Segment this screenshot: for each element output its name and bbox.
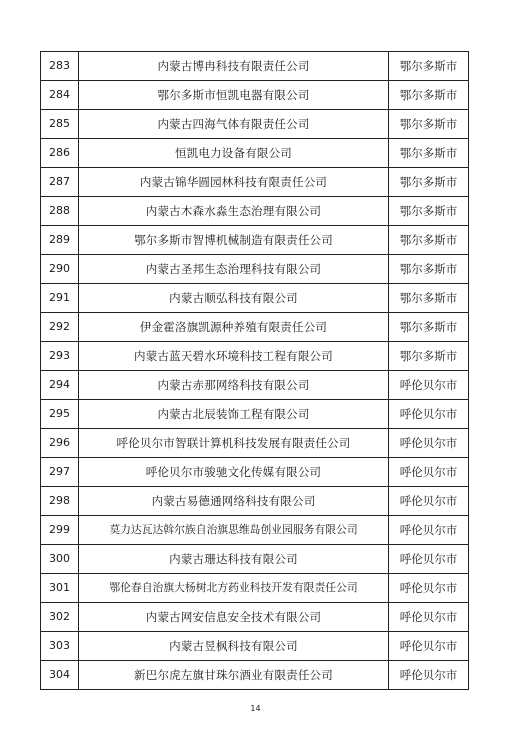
city-name: 鄂尔多斯市 bbox=[389, 139, 469, 168]
row-number: 296 bbox=[41, 429, 79, 458]
city-name: 鄂尔多斯市 bbox=[389, 168, 469, 197]
table-row bbox=[41, 255, 469, 284]
city-name: 鄂尔多斯市 bbox=[389, 81, 469, 110]
row-number: 302 bbox=[41, 603, 79, 632]
table-row bbox=[41, 81, 469, 110]
company-name: 内蒙古博冉科技有限责任公司 bbox=[79, 52, 389, 81]
row-number: 297 bbox=[41, 458, 79, 487]
row-number: 300 bbox=[41, 545, 79, 574]
row-number: 303 bbox=[41, 632, 79, 661]
company-name: 内蒙古北辰装饰工程有限公司 bbox=[79, 400, 389, 429]
row-number: 298 bbox=[41, 487, 79, 516]
company-name: 内蒙古昱枫科技有限公司 bbox=[79, 632, 389, 661]
city-name: 鄂尔多斯市 bbox=[389, 284, 469, 313]
company-name: 莫力达瓦达斡尔族自治旗思维岛创业园服务有限公司 bbox=[79, 516, 389, 545]
city-name: 鄂尔多斯市 bbox=[389, 342, 469, 371]
city-name: 鄂尔多斯市 bbox=[389, 110, 469, 139]
company-name: 鄂尔多斯市恒凯电器有限公司 bbox=[79, 81, 389, 110]
city-name: 呼伦贝尔市 bbox=[389, 545, 469, 574]
table-row bbox=[41, 284, 469, 313]
city-name: 呼伦贝尔市 bbox=[389, 603, 469, 632]
table-row bbox=[41, 197, 469, 226]
table-row bbox=[41, 516, 469, 545]
table-row bbox=[41, 226, 469, 255]
company-list-body bbox=[41, 52, 469, 690]
company-name: 伊金霍洛旗凯源种养殖有限责任公司 bbox=[79, 313, 389, 342]
table-row bbox=[41, 603, 469, 632]
company-name: 鄂尔多斯市智博机械制造有限责任公司 bbox=[79, 226, 389, 255]
row-number: 290 bbox=[41, 255, 79, 284]
row-number: 286 bbox=[41, 139, 79, 168]
table-row bbox=[41, 487, 469, 516]
table-row bbox=[41, 371, 469, 400]
city-name: 呼伦贝尔市 bbox=[389, 574, 469, 603]
company-name: 恒凯电力设备有限公司 bbox=[79, 139, 389, 168]
table-row bbox=[41, 632, 469, 661]
table-row bbox=[41, 545, 469, 574]
company-name: 呼伦贝尔市智联计算机科技发展有限责任公司 bbox=[79, 429, 389, 458]
city-name: 鄂尔多斯市 bbox=[389, 313, 469, 342]
company-name: 新巴尔虎左旗甘珠尔酒业有限责任公司 bbox=[79, 661, 389, 690]
company-name: 内蒙古赤那网络科技有限公司 bbox=[79, 371, 389, 400]
row-number: 304 bbox=[41, 661, 79, 690]
company-name: 内蒙古四海气体有限责任公司 bbox=[79, 110, 389, 139]
table-row bbox=[41, 110, 469, 139]
company-name: 内蒙古顺弘科技有限公司 bbox=[79, 284, 389, 313]
company-name: 内蒙古圣邦生态治理科技有限公司 bbox=[79, 255, 389, 284]
city-name: 呼伦贝尔市 bbox=[389, 458, 469, 487]
company-name: 内蒙古网安信息安全技术有限公司 bbox=[79, 603, 389, 632]
row-number: 293 bbox=[41, 342, 79, 371]
page-number: 14 bbox=[250, 704, 261, 713]
table-row bbox=[41, 661, 469, 690]
row-number: 288 bbox=[41, 197, 79, 226]
company-name: 内蒙古木森水淼生态治理有限公司 bbox=[79, 197, 389, 226]
city-name: 鄂尔多斯市 bbox=[389, 197, 469, 226]
city-name: 呼伦贝尔市 bbox=[389, 516, 469, 545]
company-name: 内蒙古蓝天碧水环境科技工程有限公司 bbox=[79, 342, 389, 371]
table-row bbox=[41, 52, 469, 81]
table-row bbox=[41, 458, 469, 487]
city-name: 鄂尔多斯市 bbox=[389, 255, 469, 284]
company-name: 内蒙古珊达科技有限公司 bbox=[79, 545, 389, 574]
table-row bbox=[41, 168, 469, 197]
row-number: 299 bbox=[41, 516, 79, 545]
row-number: 294 bbox=[41, 371, 79, 400]
row-number: 301 bbox=[41, 574, 79, 603]
city-name: 呼伦贝尔市 bbox=[389, 487, 469, 516]
table-row bbox=[41, 313, 469, 342]
row-number: 285 bbox=[41, 110, 79, 139]
city-name: 呼伦贝尔市 bbox=[389, 371, 469, 400]
row-number: 291 bbox=[41, 284, 79, 313]
city-name: 鄂尔多斯市 bbox=[389, 226, 469, 255]
company-name: 内蒙古锦华圆园林科技有限责任公司 bbox=[79, 168, 389, 197]
table-row bbox=[41, 429, 469, 458]
city-name: 呼伦贝尔市 bbox=[389, 661, 469, 690]
row-number: 284 bbox=[41, 81, 79, 110]
row-number: 287 bbox=[41, 168, 79, 197]
table-row bbox=[41, 139, 469, 168]
city-name: 呼伦贝尔市 bbox=[389, 632, 469, 661]
table-row bbox=[41, 574, 469, 603]
table-row bbox=[41, 400, 469, 429]
table-row bbox=[41, 342, 469, 371]
city-name: 呼伦贝尔市 bbox=[389, 400, 469, 429]
company-list-table bbox=[40, 51, 469, 690]
row-number: 283 bbox=[41, 52, 79, 81]
city-name: 鄂尔多斯市 bbox=[389, 52, 469, 81]
city-name: 呼伦贝尔市 bbox=[389, 429, 469, 458]
row-number: 292 bbox=[41, 313, 79, 342]
company-name: 鄂伦春自治旗大杨树北方药业科技开发有限责任公司 bbox=[79, 574, 389, 603]
company-name: 内蒙古易德通网络科技有限公司 bbox=[79, 487, 389, 516]
row-number: 289 bbox=[41, 226, 79, 255]
company-name: 呼伦贝尔市骏驰文化传媒有限公司 bbox=[79, 458, 389, 487]
row-number: 295 bbox=[41, 400, 79, 429]
